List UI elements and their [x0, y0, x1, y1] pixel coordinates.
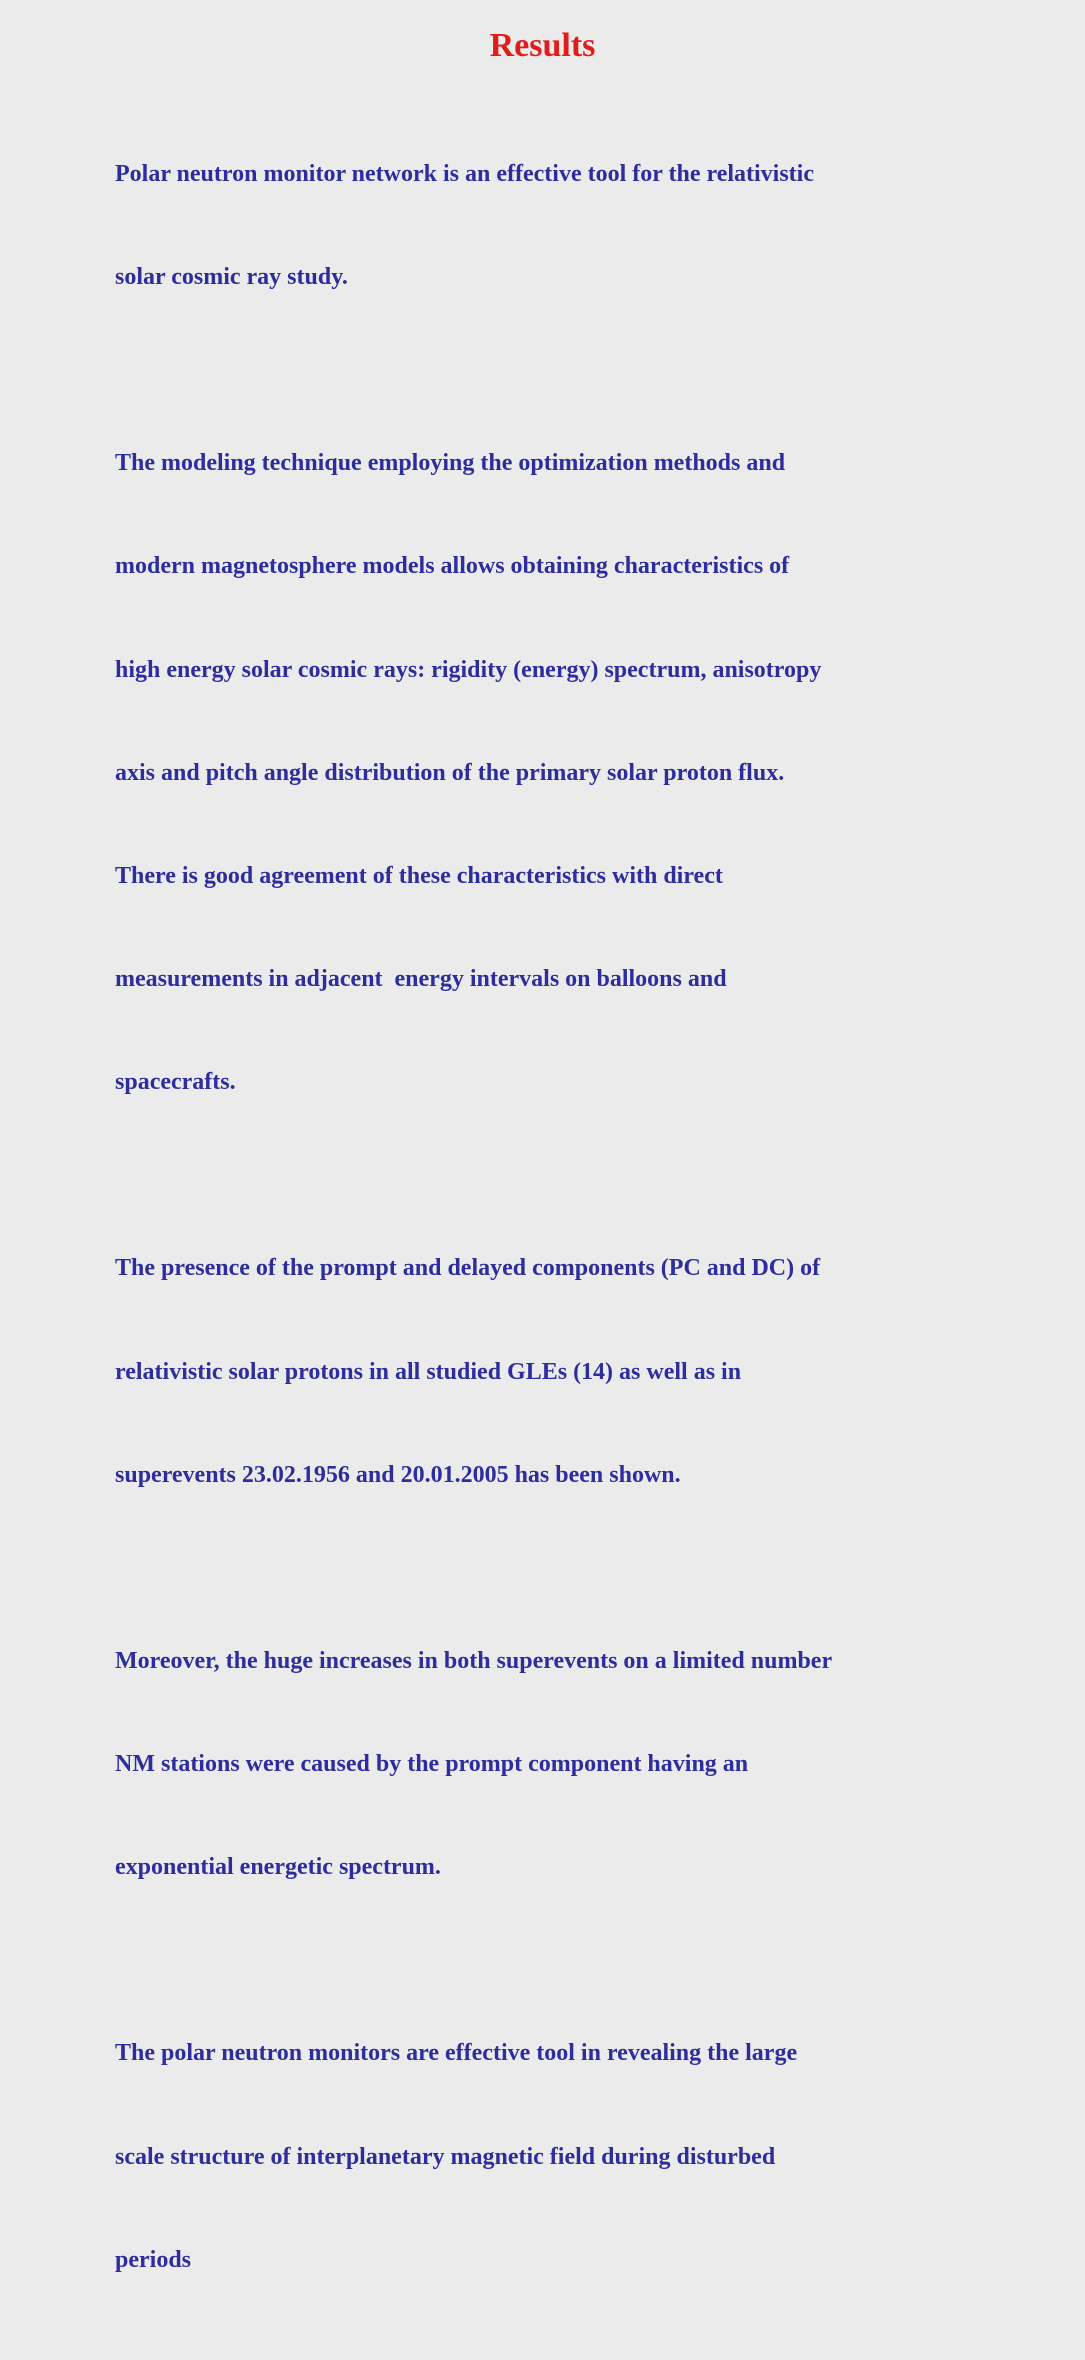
slide-body: [115, 88, 985, 2360]
paragraph-line: There is good agreement of these characteristics with direct: [115, 862, 723, 889]
paragraph-5: [115, 1968, 985, 2346]
paragraph-line: exponential energetic spectrum.: [115, 1854, 441, 1881]
paragraph-line: periods: [115, 2246, 192, 2273]
paragraph-line: modern magnetosphere models allows obtaining characteristics of: [115, 553, 790, 580]
paragraph-line: The modeling technique employing the optimization methods and: [115, 450, 786, 477]
paragraph-line: axis and pitch angle distribution of the primary solar proton flux.: [115, 759, 785, 786]
paragraph-line: measurements in adjacent energy intervals on balloons and: [115, 966, 727, 993]
paragraph-line: spacecrafts.: [115, 1069, 236, 1096]
paragraph-line: relativistic solar protons in all studied GLEs (14) as well as in: [115, 1358, 742, 1385]
paragraph-line: The presence of the prompt and delayed components (PC and DC) of: [115, 1255, 821, 1282]
paragraph-line: superevents 23.02.1956 and 20.01.2005 has been shown.: [115, 1461, 681, 1488]
slide-title: Results: [489, 27, 596, 64]
paragraph-4: [115, 1575, 985, 1953]
paragraph-1: [115, 88, 985, 363]
paragraph-line: Moreover, the huge increases in both superevents on a limited number: [115, 1647, 833, 1674]
paragraph-line: NM stations were caused by the prompt component having an: [115, 1751, 749, 1778]
paragraph-2: [115, 377, 985, 1168]
paragraph-line: Polar neutron monitor network is an effective tool for the relativistic: [115, 160, 814, 187]
paragraph-3: [115, 1183, 985, 1561]
paragraph-line: solar cosmic ray study.: [115, 264, 348, 291]
paragraph-line: scale structure of interplanetary magnetic field during disturbed: [115, 2143, 776, 2170]
paragraph-line: The polar neutron monitors are effective tool in revealing the large: [115, 2040, 798, 2067]
paragraph-line: high energy solar cosmic rays: rigidity (energy) spectrum, anisotropy: [115, 656, 822, 683]
